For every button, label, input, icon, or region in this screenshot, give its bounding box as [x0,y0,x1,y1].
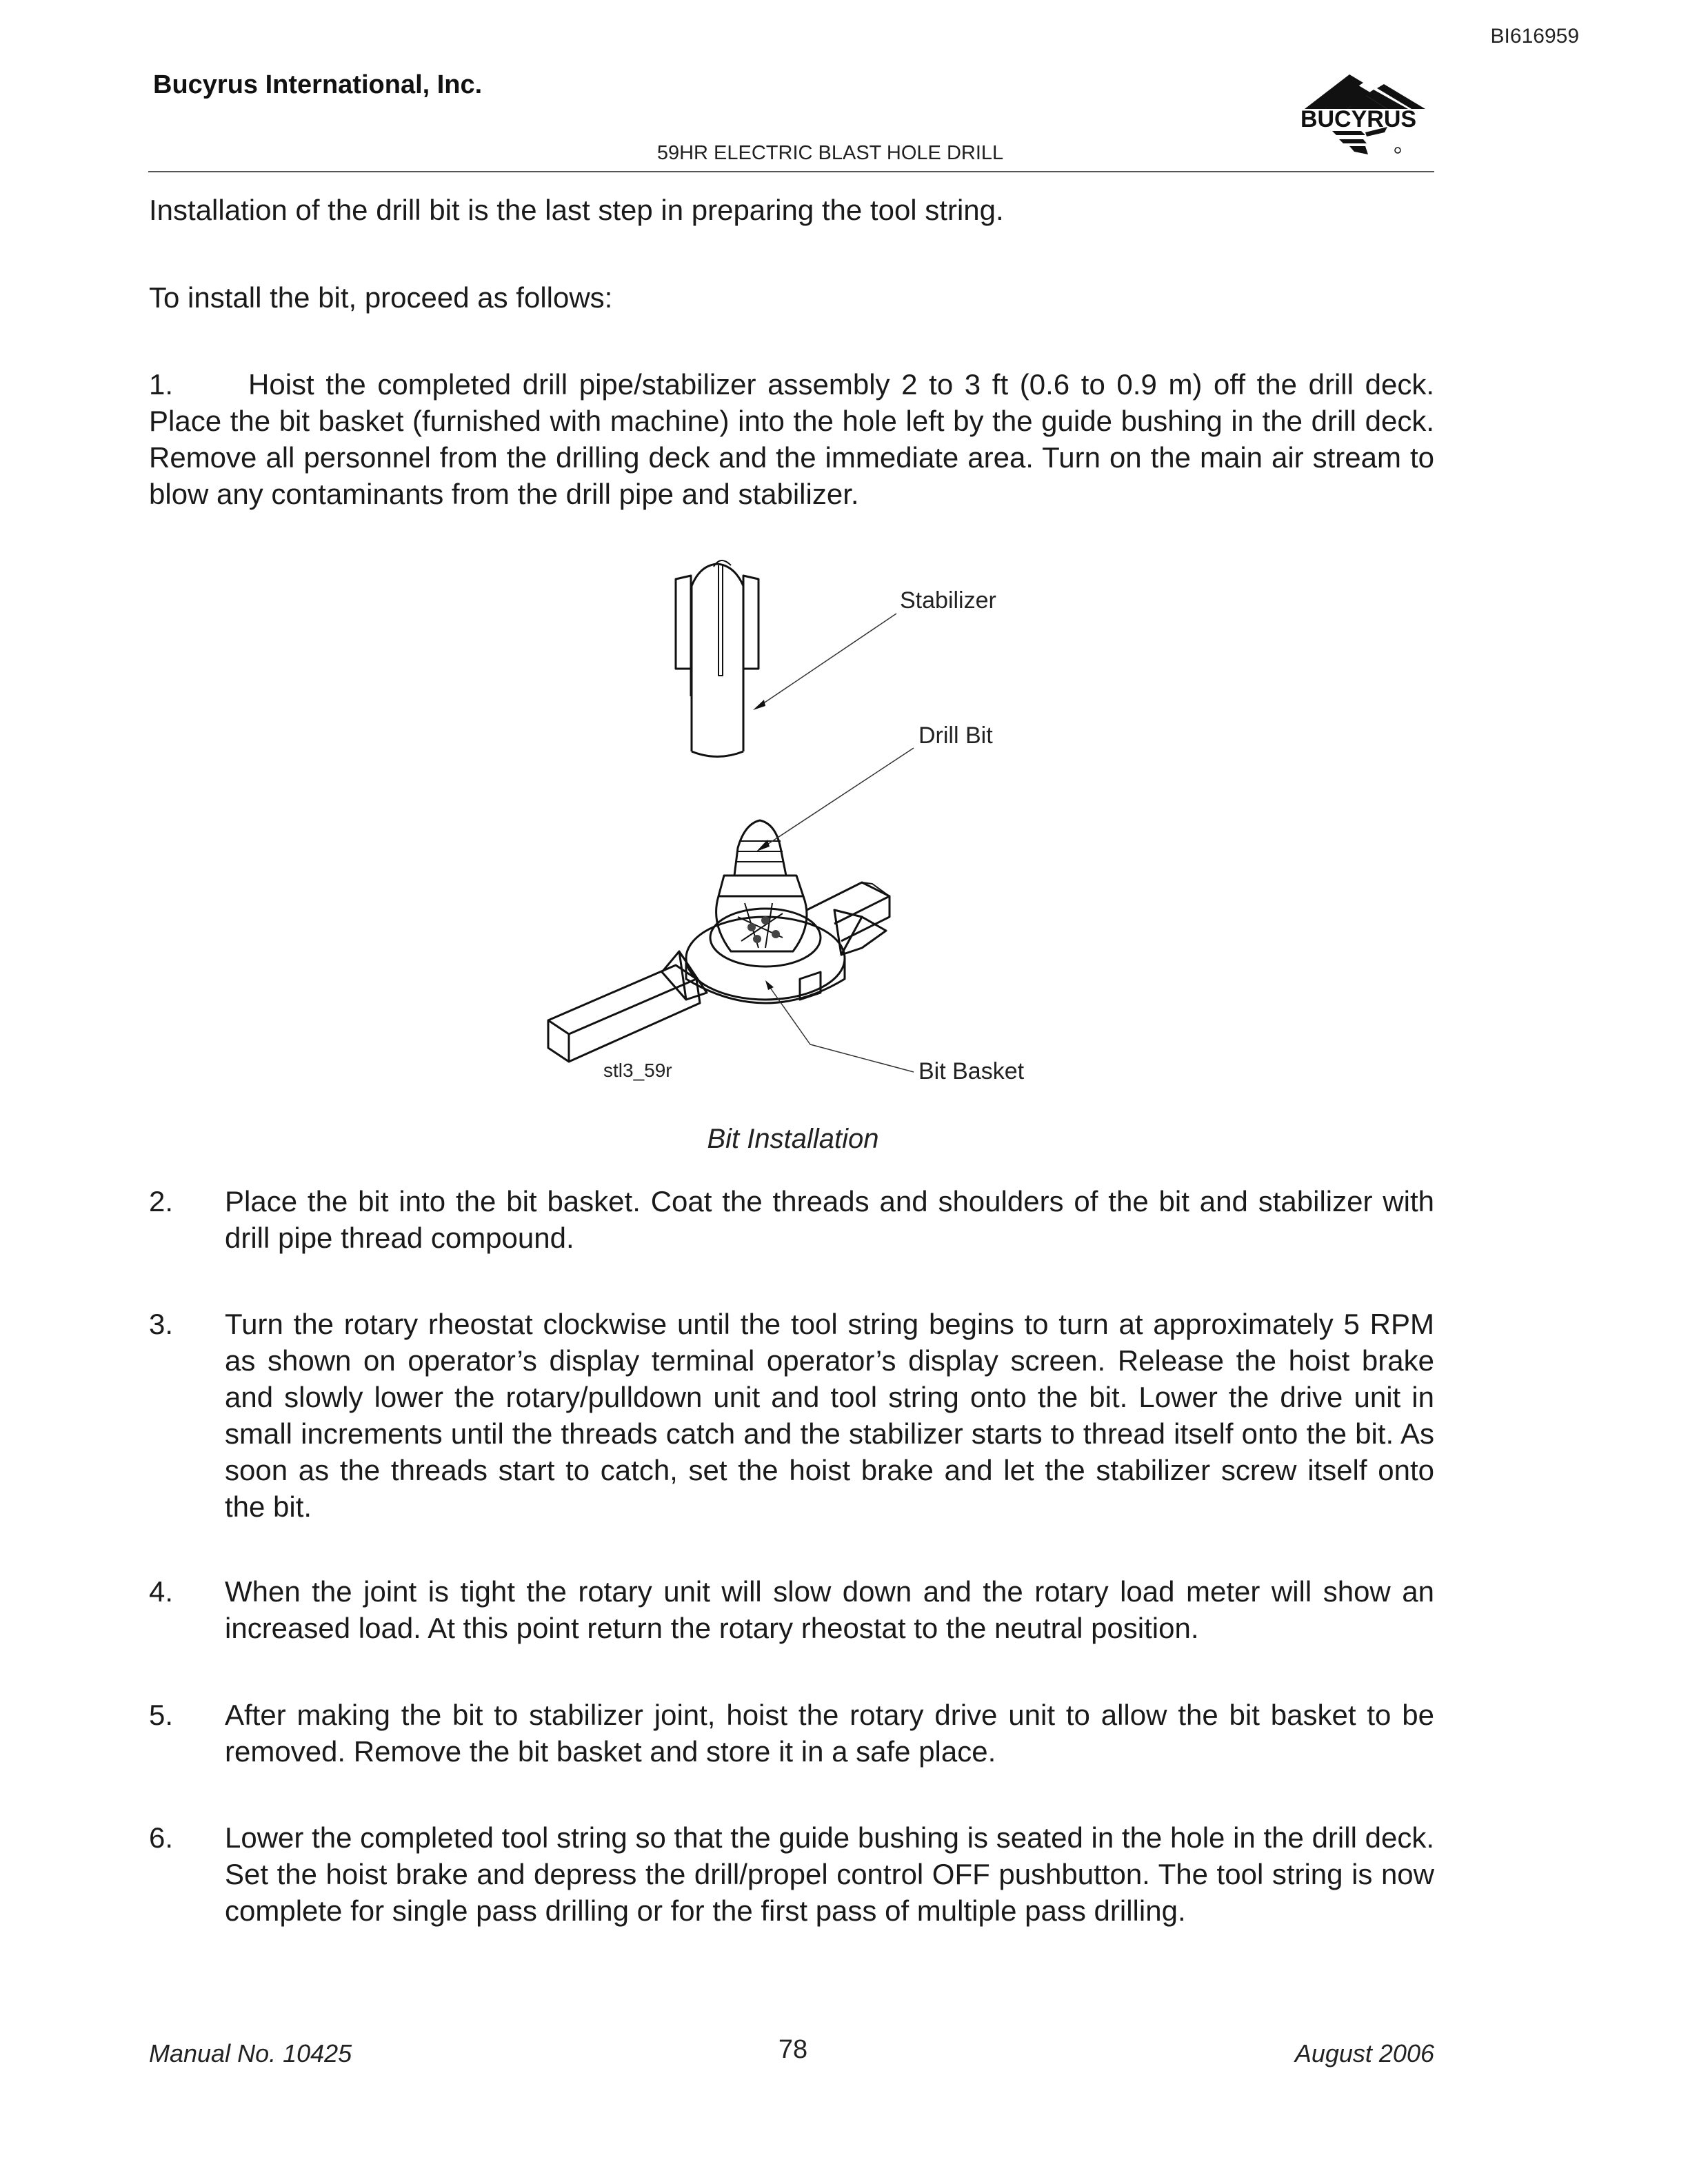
stabilizer-bottom [692,751,743,757]
step-6 [149,1819,1434,1929]
basket-arm-left [548,965,696,1034]
step-text: After making the bit to stabilizer joint, hoist the rotary drive unit to allow the bit basket to be removed. Remove the bit basket and store it in a safe place. [225,1699,1434,1768]
step-text: Lower the completed tool string so that the guide bushing is seated in the hole in the drill deck. Set the hoist brake and depress the drill/propel control OFF pushbutton. The tool string is now complete for single pass drilling or for the first pass of multiple pass drilling. [225,1821,1434,1927]
bit-installation-figure [538,552,1062,1117]
bit-basket-label: Bit Basket [918,1058,1025,1084]
drill-bit-shoulder [719,876,803,896]
stabilizer-body [692,564,743,751]
step-1 [149,366,1434,512]
drill-bit-leader [762,748,914,848]
stabilizer-blade-right [743,576,758,669]
step-number: 6. [149,1821,174,1854]
figure-id-label: stl3_59r [603,1060,672,1081]
document-id: BI616959 [1490,25,1579,48]
drill-bit-body [716,896,807,951]
step-number: 1. [149,368,174,401]
manual-number: Manual No. 10425 [149,2039,352,2067]
step-4 [149,1573,1434,1646]
step-2 [149,1183,1434,1256]
step-number: 5. [149,1699,174,1731]
stabilizer-blade-left [676,576,691,669]
document-subtitle: 59HR ELECTRIC BLAST HOLE DRILL [656,142,1004,164]
publication-date: August 2006 [1294,2039,1434,2067]
step-number: 2. [149,1185,174,1217]
step-3 [149,1306,1434,1525]
header-divider [148,171,1434,172]
figure-caption: Bit Installation [707,1124,879,1154]
logo-text: BUCYRUS [1300,106,1417,132]
step-text: Hoist the completed drill pipe/stabilizer assembly 2 to 3 ft (0.6 to 0.9 m) off the drill deck. Place the bit basket (furnished with machine) into the hole left by the guide bushing in the drill deck. Remove all personnel from the drilling deck and the immediate area. Turn on the main air stream to blow any contaminants from the drill pipe and stabilizer. [149,368,1434,510]
stabilizer-leader [758,614,896,707]
intro-paragraph-2: To install the bit, proceed as follows: [149,281,613,314]
step-number: 4. [149,1575,174,1608]
step-5 [149,1697,1434,1770]
step-number: 3. [149,1308,174,1340]
bit-basket-leader [769,986,914,1072]
company-name: Bucyrus International, Inc. [153,70,483,99]
page-number: 78 [778,2035,808,2064]
step-text: Turn the rotary rheostat clockwise until the tool string begins to turn at approximately 5 RPM as shown on operator’s display terminal operator’s display screen. Release the hoist brake and slowly lower the rotary/pulldown unit and tool string onto the bit. Lower the drive unit in small increments until the threads catch and the stabilizer starts to thread itself onto the bit. As soon as the threads start to catch, set the hoist brake and let the stabilizer screw itself onto the bit. [225,1308,1434,1523]
intro-paragraph-1: Installation of the drill bit is the last step in preparing the tool string. [149,194,1004,226]
stabilizer-label: Stabilizer [900,587,996,614]
step-text: Place the bit into the bit basket. Coat the threads and shoulders of the bit and stabilizer with drill pipe thread compound. [225,1185,1434,1254]
step-text: When the joint is tight the rotary unit will slow down and the rotary load meter will show an increased load. At this point return the rotary rheostat to the neutral position. [225,1575,1434,1644]
drill-bit-label: Drill Bit [918,722,993,749]
